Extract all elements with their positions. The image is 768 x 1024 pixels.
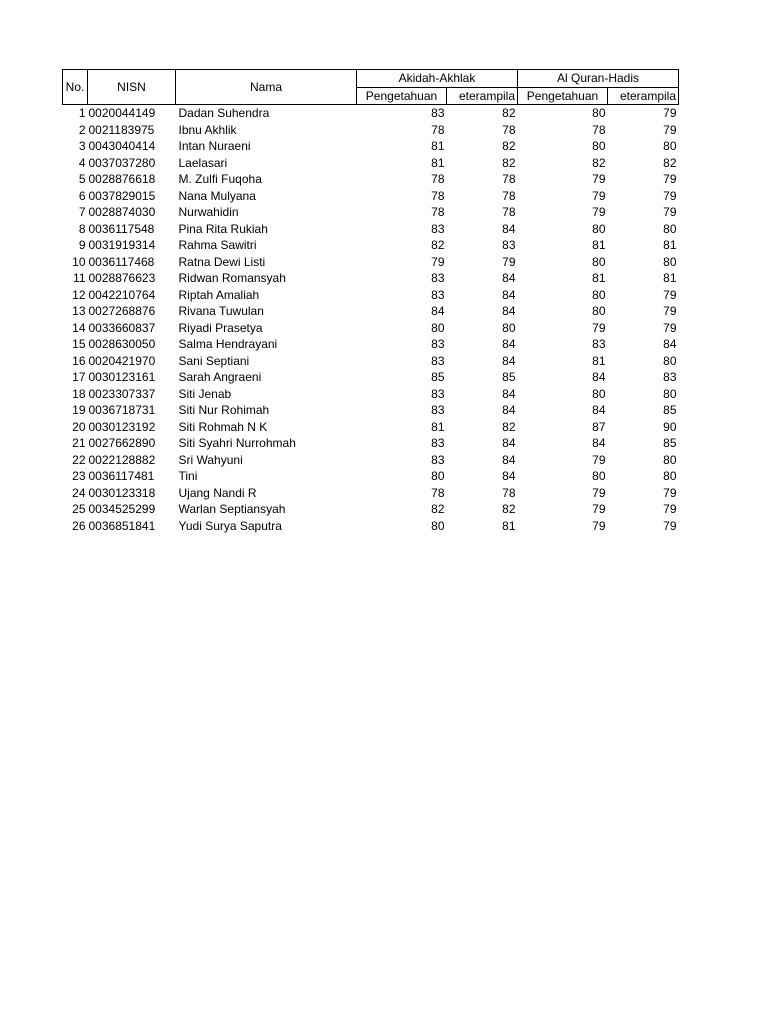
cell-quran-keterampilan: 79	[663, 106, 677, 120]
cell-nama: Ujang Nandi R	[178, 485, 257, 500]
cell-quran-pengetahuan: 81	[592, 271, 606, 285]
cell-no: 8	[78, 221, 86, 236]
cell-nisn: 0036718731	[88, 403, 156, 417]
cell-no: 16	[72, 353, 86, 368]
cell-quran-pengetahuan: 80	[592, 304, 606, 318]
cell-nisn: 0030123318	[88, 485, 156, 500]
cell-nisn: 0028876623	[88, 271, 156, 285]
cell-nama: Sri Wahyuni	[178, 452, 243, 467]
cell-no: 11	[73, 271, 86, 285]
cell-no: 1	[78, 106, 86, 120]
header-quran-pengetahuan: Pengetahuan	[518, 87, 608, 105]
cell-quran-keterampilan: 80	[663, 386, 677, 401]
table-row	[63, 221, 679, 238]
cell-no: 17	[72, 370, 86, 384]
cell-nama: Siti Rohmah N K	[178, 419, 268, 434]
cell-no: 13	[72, 304, 86, 318]
cell-akidah-keterampilan: 80	[502, 320, 516, 335]
table-row	[63, 287, 679, 304]
cell-nama: Rivana Tuwulan	[178, 304, 264, 318]
header-no: No.	[63, 70, 88, 105]
cell-akidah-pengetahuan: 83	[431, 436, 445, 450]
cell-akidah-pengetahuan: 81	[431, 155, 445, 170]
cell-nisn: 0028630050	[88, 337, 156, 351]
table-row	[63, 270, 679, 287]
cell-nama: Nana Mulyana	[178, 188, 256, 203]
cell-akidah-pengetahuan: 82	[431, 238, 445, 252]
cell-quran-pengetahuan: 84	[592, 370, 606, 384]
cell-akidah-keterampilan: 84	[502, 271, 516, 285]
cell-nisn: 0022128882	[88, 452, 156, 467]
cell-nama: Pina Rita Rukiah	[178, 221, 268, 236]
cell-quran-keterampilan: 80	[663, 139, 677, 153]
cell-nisn: 0036851841	[88, 518, 156, 533]
table-row	[63, 171, 679, 188]
header-subject-akidah-akhlak: Akidah-Akhlak	[357, 70, 518, 88]
cell-quran-keterampilan: 84	[663, 337, 677, 351]
cell-akidah-pengetahuan: 83	[431, 337, 445, 351]
cell-akidah-pengetahuan: 83	[431, 386, 445, 401]
table-row	[63, 122, 679, 139]
table-row	[63, 435, 679, 452]
cell-nisn: 0027662890	[88, 436, 156, 450]
cell-quran-pengetahuan: 81	[592, 238, 606, 252]
cell-akidah-keterampilan: 83	[502, 238, 516, 252]
cell-akidah-keterampilan: 82	[502, 502, 516, 516]
cell-akidah-keterampilan: 84	[502, 304, 516, 318]
cell-akidah-pengetahuan: 83	[431, 353, 445, 368]
cell-nama: Siti Syahri Nurrohmah	[178, 436, 296, 450]
cell-nisn: 0030123161	[88, 370, 156, 384]
cell-nisn: 0037829015	[88, 188, 156, 203]
cell-akidah-keterampilan: 82	[502, 106, 516, 120]
cell-akidah-pengetahuan: 83	[431, 106, 445, 120]
cell-akidah-pengetahuan: 85	[431, 370, 445, 384]
cell-nisn: 0036117548	[88, 221, 155, 236]
cell-quran-pengetahuan: 79	[592, 172, 606, 186]
cell-akidah-pengetahuan: 78	[431, 172, 445, 186]
cell-quran-pengetahuan: 79	[592, 188, 606, 203]
cell-akidah-keterampilan: 84	[502, 353, 516, 368]
cell-nisn: 0042210764	[88, 287, 156, 302]
cell-nama: Sarah Angraeni	[178, 370, 262, 384]
cell-akidah-keterampilan: 84	[502, 386, 516, 401]
grade-sheet	[62, 69, 679, 534]
cell-no: 10	[72, 254, 86, 269]
cell-akidah-pengetahuan: 78	[431, 188, 445, 203]
cell-akidah-pengetahuan: 83	[431, 221, 445, 236]
cell-quran-pengetahuan: 80	[592, 469, 606, 483]
cell-quran-keterampilan: 79	[663, 122, 677, 137]
cell-nisn: 0027268876	[88, 304, 156, 318]
cell-quran-pengetahuan: 80	[592, 221, 606, 236]
cell-quran-pengetahuan: 80	[592, 139, 606, 153]
cell-no: 7	[78, 205, 86, 219]
cell-quran-keterampilan: 80	[663, 452, 677, 467]
cell-nama: Siti Nur Rohimah	[178, 403, 270, 417]
cell-akidah-keterampilan: 85	[502, 370, 516, 384]
table-row	[63, 105, 679, 122]
cell-nisn: 0031919314	[88, 238, 156, 252]
cell-quran-keterampilan: 79	[663, 287, 677, 302]
header-nama: Nama	[176, 70, 357, 105]
cell-quran-keterampilan: 79	[663, 205, 677, 219]
cell-nisn: 0020421970	[88, 353, 156, 368]
cell-no: 15	[72, 337, 86, 351]
cell-akidah-keterampilan: 84	[502, 337, 516, 351]
cell-quran-pengetahuan: 80	[592, 254, 606, 269]
cell-akidah-pengetahuan: 80	[431, 320, 445, 335]
cell-nisn: 0043040414	[88, 139, 156, 153]
table-row	[63, 369, 679, 386]
cell-nama: Yudi Surya Saputra	[178, 518, 282, 533]
cell-quran-pengetahuan: 87	[592, 419, 606, 434]
cell-akidah-keterampilan: 81	[502, 518, 516, 533]
cell-akidah-pengetahuan: 83	[431, 452, 445, 467]
table-row	[63, 320, 679, 337]
table-body	[63, 105, 679, 535]
cell-quran-keterampilan: 80	[663, 469, 677, 483]
cell-akidah-keterampilan: 78	[502, 485, 516, 500]
cell-akidah-pengetahuan: 78	[431, 205, 445, 219]
cell-quran-pengetahuan: 79	[592, 205, 606, 219]
table-row	[63, 501, 679, 518]
cell-quran-keterampilan: 81	[663, 238, 677, 252]
table-row	[63, 303, 679, 320]
cell-nama: Rahma Sawitri	[178, 238, 257, 252]
cell-akidah-pengetahuan: 80	[431, 469, 445, 483]
cell-nisn: 0033660837	[88, 320, 156, 335]
cell-akidah-pengetahuan: 83	[431, 403, 445, 417]
cell-nisn: 0020044149	[88, 106, 156, 120]
cell-no: 4	[78, 155, 86, 170]
cell-quran-pengetahuan: 80	[592, 287, 606, 302]
cell-quran-keterampilan: 79	[663, 320, 677, 335]
cell-no: 21	[72, 436, 86, 450]
cell-nama: Ratna Dewi Listi	[178, 254, 266, 269]
header-subject-al-quran-hadis: Al Quran-Hadis	[518, 70, 679, 88]
cell-nama: Riyadi Prasetya	[178, 320, 263, 335]
cell-akidah-keterampilan: 82	[502, 139, 516, 153]
cell-nama: Salma Hendrayani	[178, 337, 278, 351]
cell-nama: Warlan Septiansyah	[178, 502, 286, 516]
cell-nama: Ibnu Akhlik	[178, 122, 237, 137]
cell-quran-keterampilan: 79	[663, 188, 677, 203]
cell-akidah-keterampilan: 79	[502, 254, 516, 269]
cell-no: 14	[72, 320, 86, 335]
cell-no: 19	[72, 403, 86, 417]
cell-akidah-pengetahuan: 83	[431, 271, 445, 285]
cell-akidah-pengetahuan: 80	[431, 518, 445, 533]
cell-no: 6	[78, 188, 86, 203]
cell-akidah-keterampilan: 82	[502, 419, 516, 434]
cell-quran-keterampilan: 80	[663, 254, 677, 269]
cell-nisn: 0037037280	[88, 155, 156, 170]
cell-no: 3	[78, 139, 86, 153]
cell-quran-keterampilan: 79	[663, 518, 677, 533]
table-row	[63, 419, 679, 436]
table-row	[63, 518, 679, 535]
cell-quran-keterampilan: 79	[663, 502, 677, 516]
cell-quran-keterampilan: 80	[663, 221, 677, 236]
header-akidah-pengetahuan: Pengetahuan	[357, 87, 447, 105]
cell-akidah-keterampilan: 84	[502, 403, 516, 417]
table-row	[63, 353, 679, 370]
table-row	[63, 468, 679, 485]
table-row	[63, 254, 679, 271]
cell-quran-keterampilan: 85	[663, 436, 677, 450]
table-row	[63, 402, 679, 419]
cell-quran-pengetahuan: 79	[592, 452, 606, 467]
cell-nama: Nurwahidin	[178, 205, 239, 219]
cell-akidah-keterampilan: 82	[502, 155, 516, 170]
cell-nisn: 0028876618	[88, 172, 156, 186]
cell-no: 9	[78, 238, 86, 252]
table-row	[63, 336, 679, 353]
cell-quran-pengetahuan: 79	[592, 518, 606, 533]
cell-akidah-pengetahuan: 83	[431, 287, 445, 302]
cell-akidah-keterampilan: 84	[502, 436, 516, 450]
cell-quran-pengetahuan: 84	[592, 436, 606, 450]
cell-quran-pengetahuan: 79	[592, 320, 606, 335]
cell-nisn: 0030123192	[88, 419, 156, 434]
cell-akidah-keterampilan: 84	[502, 469, 516, 483]
table-row	[63, 204, 679, 221]
cell-nisn: 0021183975	[88, 122, 155, 137]
cell-nisn: 0023307337	[88, 386, 156, 401]
cell-quran-keterampilan: 79	[663, 485, 677, 500]
cell-quran-pengetahuan: 81	[592, 353, 606, 368]
cell-nama: M. Zulfi Fuqoha	[178, 172, 262, 186]
cell-no: 26	[72, 518, 86, 533]
cell-akidah-pengetahuan: 79	[431, 254, 445, 269]
cell-no: 22	[72, 452, 86, 467]
cell-nama: Ridwan Romansyah	[178, 271, 286, 285]
cell-akidah-pengetahuan: 78	[431, 122, 445, 137]
cell-quran-keterampilan: 85	[663, 403, 677, 417]
table-row	[63, 155, 679, 172]
cell-nisn: 0036117468	[88, 254, 155, 269]
cell-quran-keterampilan: 90	[663, 419, 677, 434]
cell-quran-pengetahuan: 80	[592, 106, 606, 120]
table-row	[63, 386, 679, 403]
cell-quran-pengetahuan: 80	[592, 386, 606, 401]
cell-quran-pengetahuan: 83	[592, 337, 606, 351]
cell-quran-keterampilan: 79	[663, 172, 677, 186]
cell-quran-keterampilan: 83	[663, 370, 677, 384]
table-row	[63, 188, 679, 205]
cell-no: 25	[72, 502, 86, 516]
cell-akidah-keterampilan: 84	[502, 452, 516, 467]
cell-akidah-pengetahuan: 82	[431, 502, 445, 516]
cell-nama: Intan Nuraeni	[178, 139, 251, 153]
cell-no: 24	[72, 485, 86, 500]
cell-no: 18	[72, 386, 86, 401]
cell-akidah-pengetahuan: 84	[431, 304, 445, 318]
cell-akidah-pengetahuan: 78	[431, 485, 445, 500]
cell-akidah-keterampilan: 78	[502, 172, 516, 186]
cell-quran-pengetahuan: 82	[592, 155, 606, 170]
cell-no: 5	[78, 172, 86, 186]
cell-nama: Laelasari	[178, 155, 228, 170]
table-header	[63, 70, 679, 105]
cell-nama: Dadan Suhendra	[178, 106, 270, 120]
cell-nisn: 0034525299	[88, 502, 156, 516]
table-row	[63, 237, 679, 254]
grades-table	[62, 69, 679, 534]
cell-quran-pengetahuan: 79	[592, 502, 606, 516]
cell-quran-pengetahuan: 79	[592, 485, 606, 500]
table-row	[63, 485, 679, 502]
cell-quran-pengetahuan: 84	[592, 403, 606, 417]
cell-nisn: 0028874030	[88, 205, 156, 219]
cell-nama: Riptah Amaliah	[178, 287, 260, 302]
cell-quran-keterampilan: 81	[663, 271, 677, 285]
header-nisn: NISN	[88, 70, 176, 105]
cell-akidah-keterampilan: 78	[502, 122, 516, 137]
cell-akidah-keterampilan: 78	[502, 205, 516, 219]
table-row	[63, 138, 679, 155]
cell-akidah-pengetahuan: 81	[431, 139, 445, 153]
cell-akidah-keterampilan: 84	[502, 221, 516, 236]
cell-quran-pengetahuan: 78	[592, 122, 606, 137]
cell-akidah-pengetahuan: 81	[431, 419, 445, 434]
cell-no: 12	[72, 287, 86, 302]
cell-quran-keterampilan: 80	[663, 353, 677, 368]
cell-nama: Sani Septiani	[178, 353, 250, 368]
cell-quran-keterampilan: 82	[663, 155, 677, 170]
cell-nisn: 0036117481	[88, 469, 155, 483]
cell-no: 2	[78, 122, 86, 137]
cell-nama: Tini	[178, 469, 198, 483]
cell-akidah-keterampilan: 84	[502, 287, 516, 302]
cell-quran-keterampilan: 79	[663, 304, 677, 318]
header-akidah-keterampilan: eterampila	[447, 87, 518, 105]
cell-no: 23	[72, 469, 86, 483]
cell-nama: Siti Jenab	[178, 386, 232, 401]
header-quran-keterampilan: eterampila	[608, 87, 679, 105]
table-row	[63, 452, 679, 469]
cell-no: 20	[72, 419, 86, 434]
cell-akidah-keterampilan: 78	[502, 188, 516, 203]
